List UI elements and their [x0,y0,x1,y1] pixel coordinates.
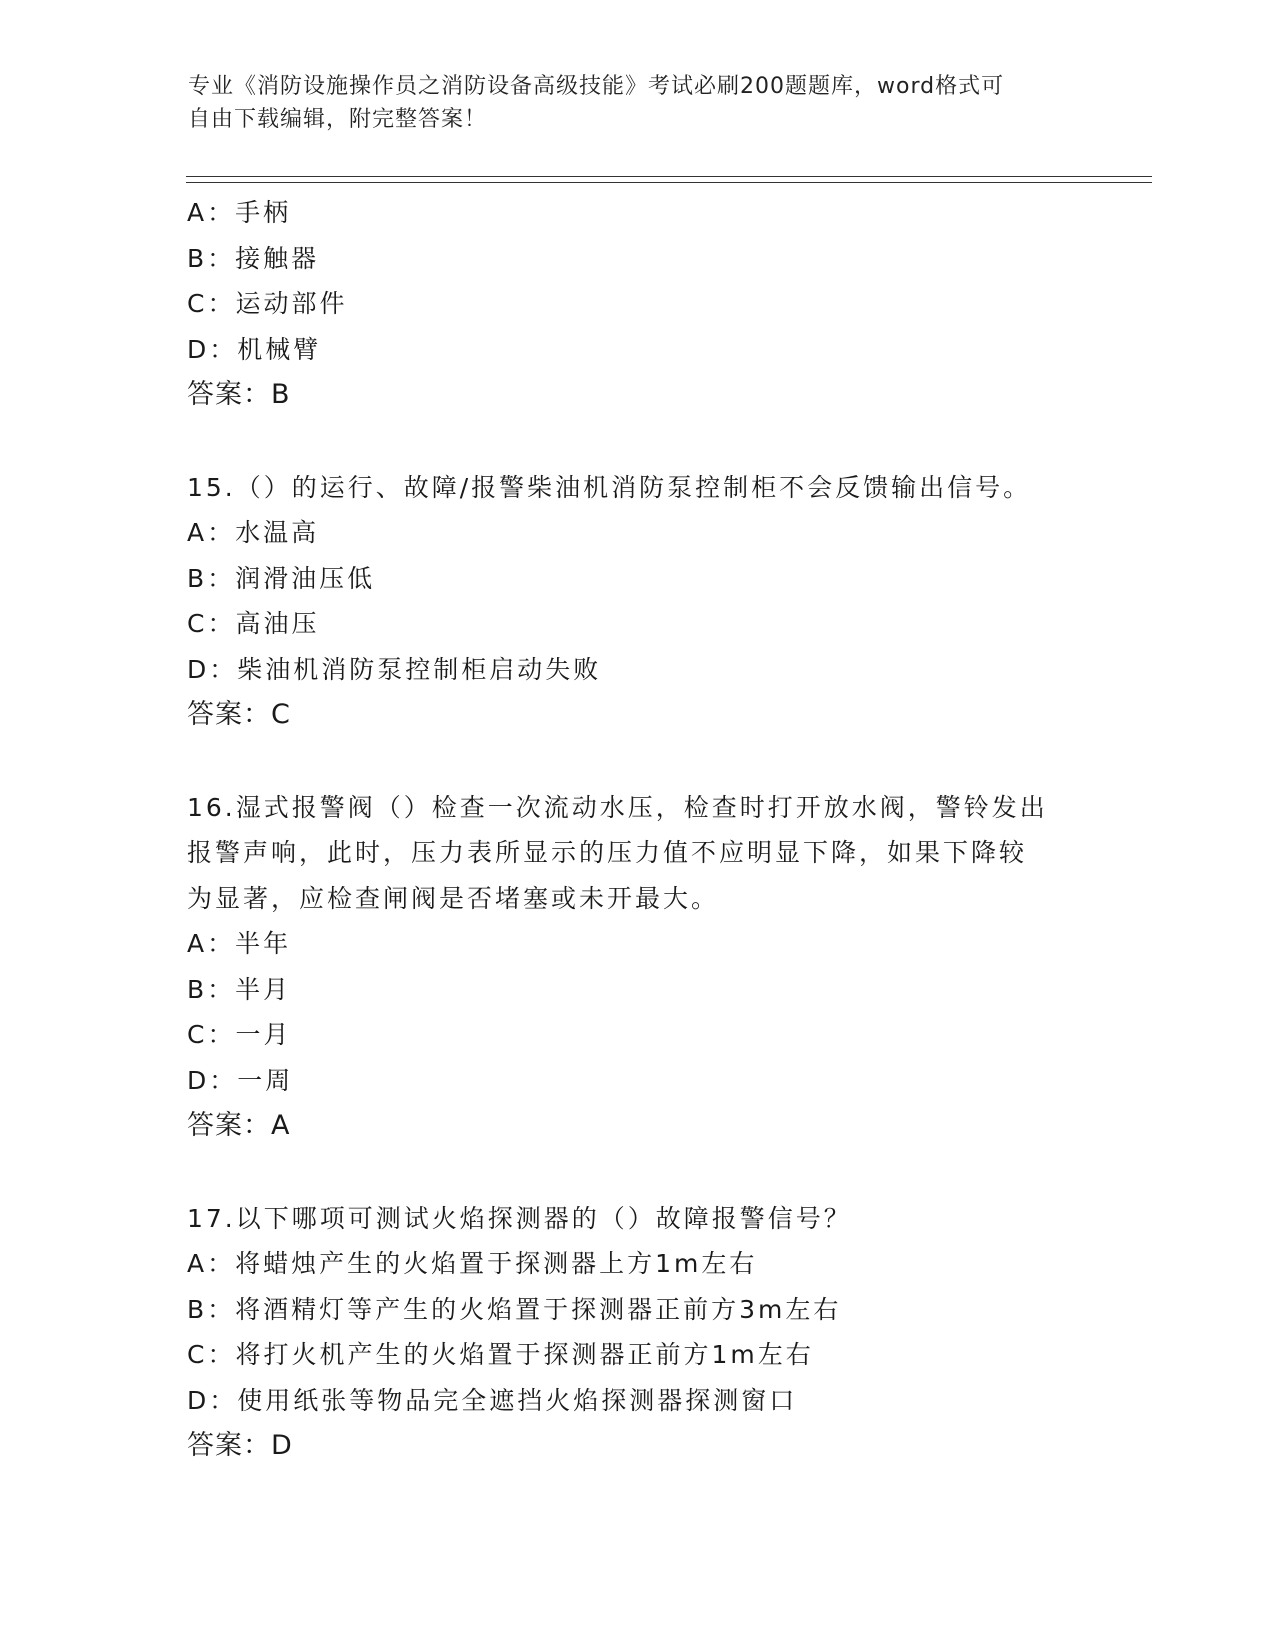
document-header [188,70,1088,136]
question-text-line-2: 报警声响，此时，压力表所显示的压力值不应明显下降，如果下降较 [187,838,1028,867]
option-c: C：一月 [187,1020,292,1049]
question-14 [187,190,1087,418]
option-c: C：将打火机产生的火焰置于探测器正前方1m左右 [187,1340,814,1369]
question-text-line-1: 16.湿式报警阀（）检查一次流动水压，检查时打开放水阀，警铃发出 [187,792,1048,822]
answer: 答案：C [187,699,291,730]
option-a: A：将蜡烛产生的火焰置于探测器上方1m左右 [187,1249,758,1278]
option-b: B：润滑油压低 [187,563,376,593]
question-text-line-3: 为显著，应检查闸阀是否堵塞或未开最大。 [187,883,720,913]
option-d: D：一周 [187,1065,294,1095]
question-text: 15.（）的运行、故障/报警柴油机消防泵控制柜不会反馈输出信号。 [187,472,1032,502]
header-line-1: 专业《消防设施操作员之消防设备高级技能》考试必刷200题题库，word格式可 [188,74,1005,99]
option-a: A：手柄 [187,198,292,227]
option-b: B：半月 [187,974,292,1004]
header-line-2: 自由下载编辑，附完整答案！ [188,107,488,132]
spacer [187,1149,1087,1196]
option-a: A：半年 [187,929,292,958]
option-b: B：将酒精灯等产生的火焰置于探测器正前方3m左右 [187,1294,842,1324]
option-d: D：柴油机消防泵控制柜启动失败 [187,654,602,684]
question-list [187,190,1087,1469]
question-15 [187,465,1087,738]
header-double-rule [186,176,1152,183]
option-a: A：水温高 [187,518,320,547]
option-d: D：机械臂 [187,334,322,364]
answer: 答案：D [187,1430,293,1461]
question-text: 17.以下哪项可测试火焰探测器的（）故障报警信号？ [187,1203,852,1233]
question-16 [187,785,1087,1149]
spacer [187,418,1087,465]
answer: 答案：A [187,1110,291,1141]
option-c: C：高油压 [187,609,320,638]
option-c: C：运动部件 [187,289,348,318]
question-17 [187,1196,1087,1469]
option-b: B：接触器 [187,243,320,273]
spacer [187,738,1087,785]
option-d: D：使用纸张等物品完全遮挡火焰探测器探测窗口 [187,1385,798,1415]
answer: 答案：B [187,379,291,410]
